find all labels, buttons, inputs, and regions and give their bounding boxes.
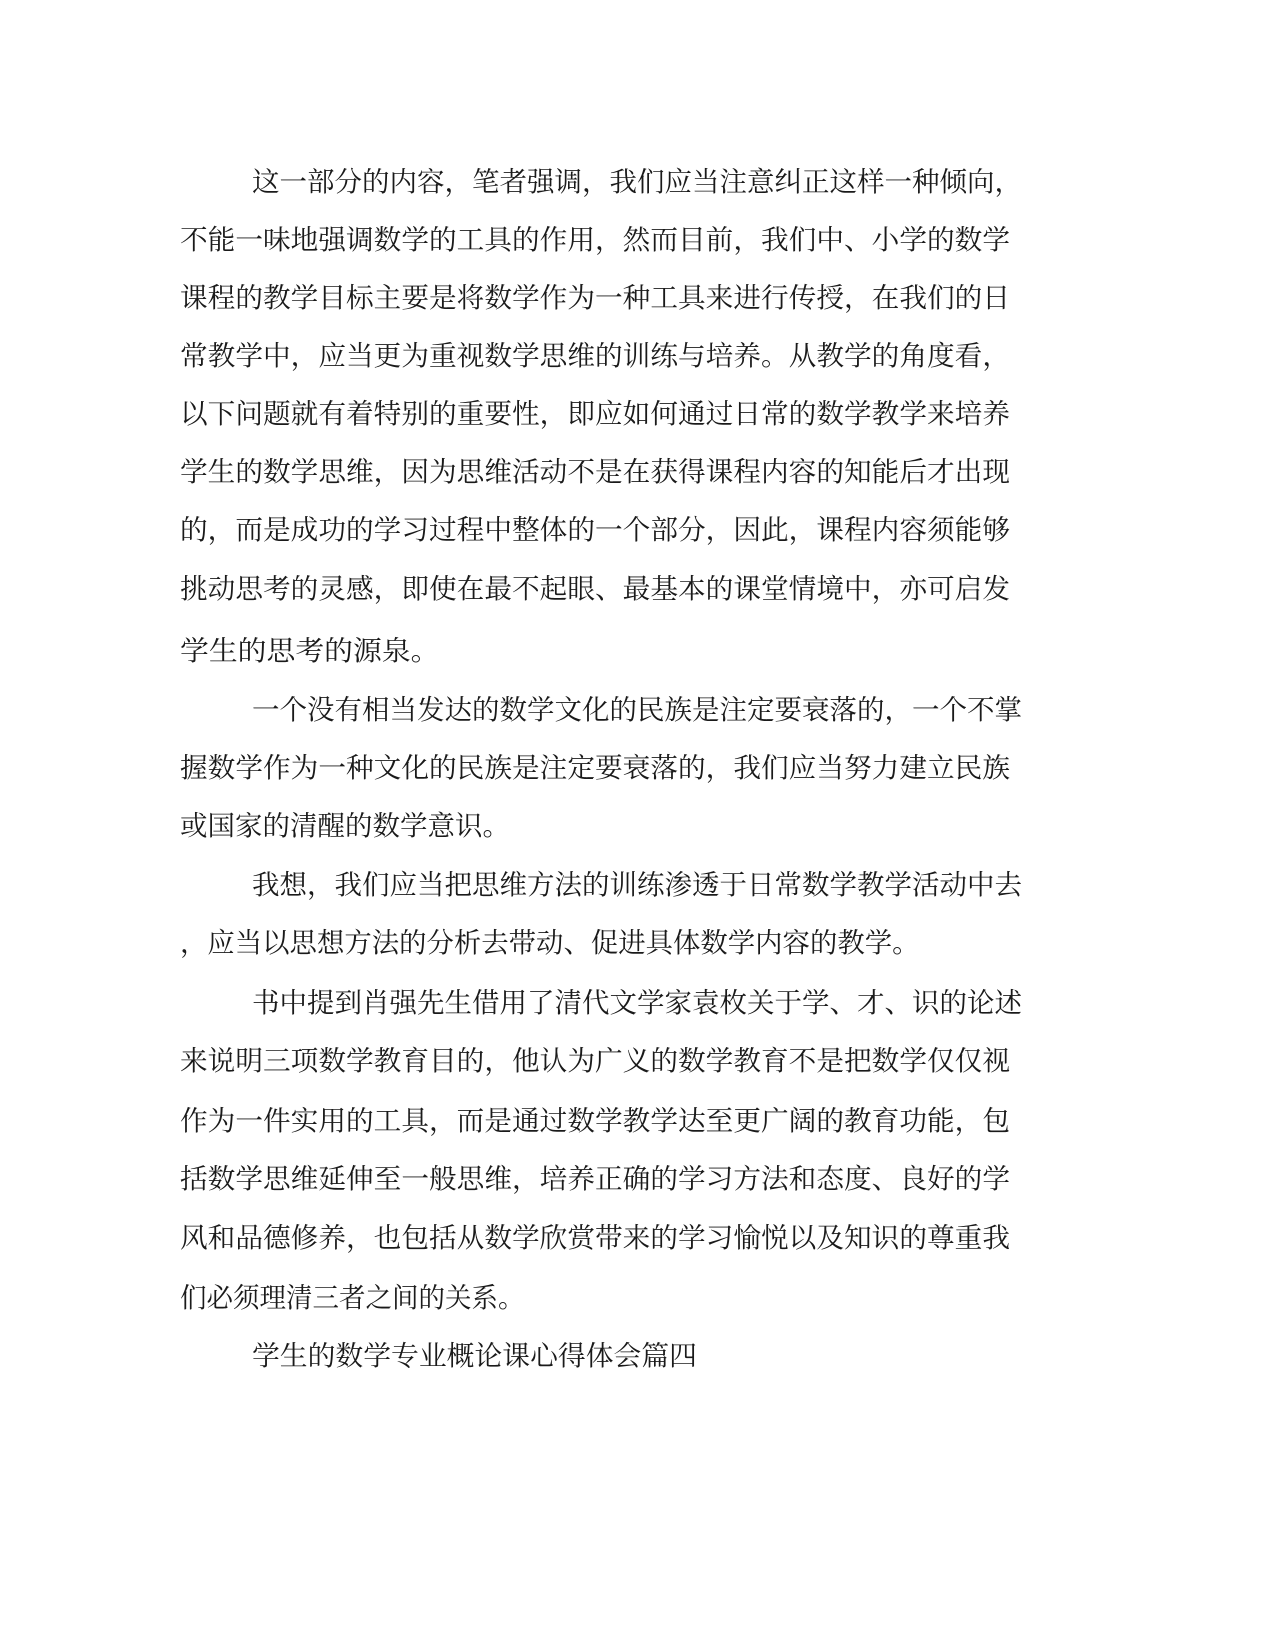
- paragraph-4-line-5: 风和品德修养，也包括从数学欣赏带来的学习愉悦以及知识的尊重我: [180, 1222, 1010, 1254]
- paragraph-4-line-6: 们必须理清三者之间的关系。: [180, 1282, 525, 1314]
- paragraph-3-line-1: 我想，我们应当把思维方法的训练渗透于日常数学教学活动中去: [252, 869, 1022, 901]
- paragraph-1-line-4: 常教学中，应当更为重视数学思维的训练与培养。从教学的角度看，: [180, 340, 1010, 372]
- paragraph-4-line-4: 括数学思维延伸至一般思维，培养正确的学习方法和态度、良好的学: [180, 1163, 1010, 1195]
- paragraph-2-line-3: 或国家的清醒的数学意识。: [180, 810, 510, 842]
- paragraph-4-line-2: 来说明三项数学教育目的，他认为广义的数学教育不是把数学仅仅视: [180, 1045, 1010, 1077]
- paragraph-1-line-5: 以下问题就有着特别的重要性，即应如何通过日常的数学教学来培养: [180, 398, 1010, 430]
- paragraph-1-line-7: 的，而是成功的学习过程中整体的一个部分，因此，课程内容须能够: [180, 514, 1010, 546]
- paragraph-1-line-1: 这一部分的内容，笔者强调，我们应当注意纠正这样一种倾向，: [252, 166, 1022, 198]
- paragraph-1-line-6: 学生的数学思维，因为思维活动不是在获得课程内容的知能后才出现: [180, 456, 1010, 488]
- paragraph-1-line-9: 学生的思考的源泉。: [180, 635, 440, 667]
- section-heading: 学生的数学专业概论课心得体会篇四: [252, 1340, 697, 1372]
- paragraph-1-line-3: 课程的教学目标主要是将数学作为一种工具来进行传授，在我们的日: [180, 282, 1010, 314]
- paragraph-4-line-1: 书中提到肖强先生借用了清代文学家袁枚关于学、才、识的论述: [252, 987, 1022, 1019]
- paragraph-4-line-3: 作为一件实用的工具，而是通过数学教学达至更广阔的教育功能，包: [180, 1105, 1010, 1137]
- paragraph-3-line-2: ，应当以思想方法的分析去带动、促进具体数学内容的教学。: [180, 927, 920, 959]
- paragraph-1-line-8: 挑动思考的灵感，即使在最不起眼、最基本的课堂情境中，亦可启发: [180, 573, 1010, 605]
- paragraph-2-line-1: 一个没有相当发达的数学文化的民族是注定要衰落的，一个不掌: [252, 694, 1022, 726]
- paragraph-1-line-2: 不能一味地强调数学的工具的作用，然而目前，我们中、小学的数学: [180, 224, 1010, 256]
- paragraph-2-line-2: 握数学作为一种文化的民族是注定要衰落的，我们应当努力建立民族: [180, 752, 1010, 784]
